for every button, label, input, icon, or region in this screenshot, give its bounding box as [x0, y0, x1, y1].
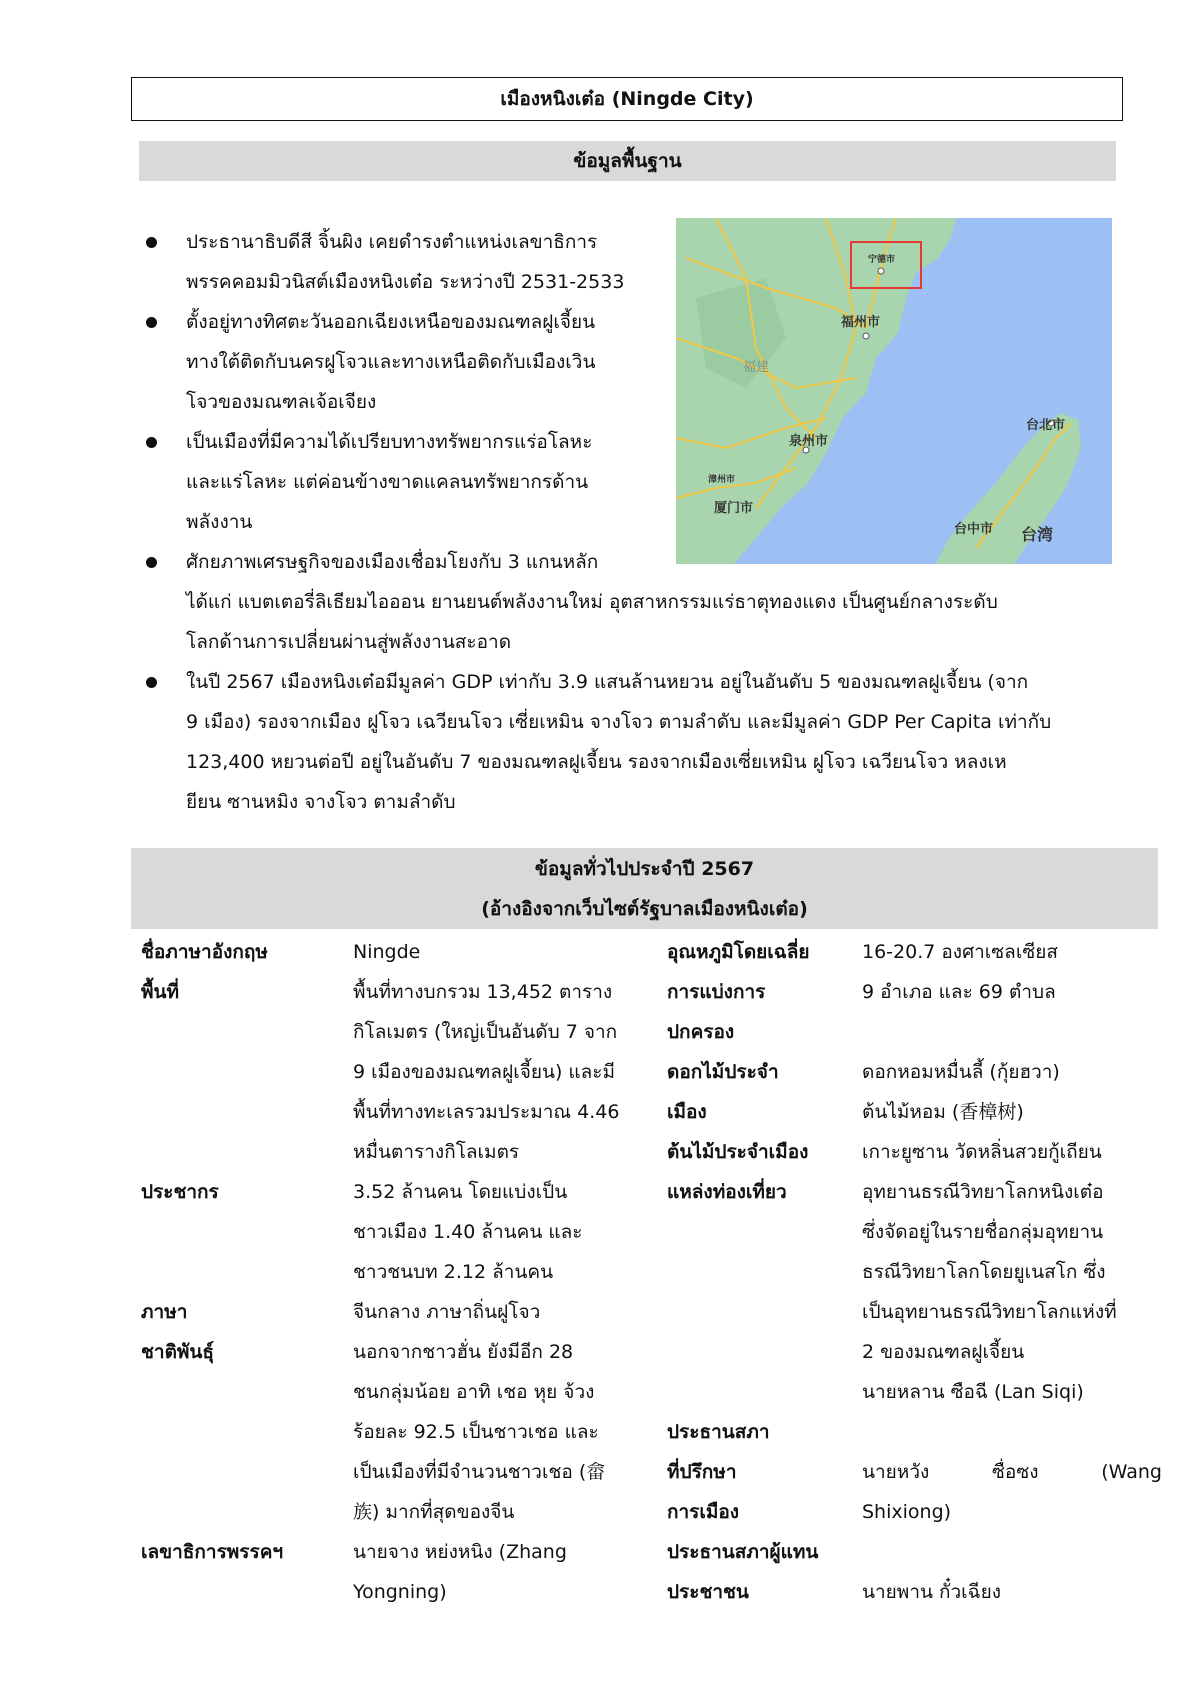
table-cell: จีนกลาง ภาษาถิ่นฝูโจว	[353, 1301, 541, 1323]
info-table-labels-left	[141, 932, 341, 1612]
table-cell: ประธานสภา	[667, 1421, 770, 1443]
table-cell: ที่ปรึกษา	[667, 1461, 737, 1483]
table-cell: ร้อยละ 92.5 เป็นชาวเชอ และ	[353, 1421, 599, 1443]
table-cell: ชาติพันธุ์	[141, 1341, 215, 1363]
table-cell: Yongning)	[353, 1581, 447, 1603]
table-cell: ปกครอง	[667, 1021, 735, 1043]
table-cell: 族) มากที่สุดของจีน	[353, 1501, 515, 1523]
bullet-line: พลังงาน	[186, 511, 253, 533]
page-title: เมืองหนิงเต๋อ (Ningde City)	[500, 88, 754, 110]
table-cell	[141, 1212, 341, 1252]
table-cell: พื้นที่ทางบกรวม 13,452 ตาราง	[353, 981, 613, 1003]
info-table-labels-right	[667, 932, 842, 1612]
table-cell: อุณหภูมิโดยเฉลี่ย	[667, 941, 810, 963]
table-cell	[141, 1452, 341, 1492]
table-cell	[862, 1012, 1162, 1052]
table-cell: แหล่งท่องเที่ยว	[667, 1181, 787, 1203]
map-label-fuzhou: 福州市	[841, 315, 881, 330]
bullet-line: 123,400 หยวนต่อปี อยู่ในอันดับ 7 ของมณฑลฝูเจี้ยน รองจากเมืองเซี่ยเหมิน ฝูโจว เฉวียนโจว หลงเห	[186, 751, 1007, 773]
bullet-line: ในปี 2567 เมืองหนิงเต๋อมีมูลค่า GDP เท่ากับ 3.9 แสนล้านหยวน อยู่ในอันดับ 5 ของมณฑลฝูเจี้ยน (จาก	[186, 671, 1029, 693]
map-label-fujian: 福建	[743, 360, 770, 375]
table-cell: ชาวชนบท 2.12 ล้านคน	[353, 1261, 554, 1283]
table-cell	[141, 1412, 341, 1452]
table-cell: นายหวัง ซื่อซง (Wang	[862, 1461, 1162, 1483]
bullet-line: พรรคคอมมิวนิสต์เมืองหนิงเต๋อ ระหว่างปี 2531-2533	[186, 271, 625, 293]
table-cell	[667, 1372, 842, 1412]
table-cell: นายพาน กั๋วเฉียง	[862, 1581, 1002, 1603]
ningde-marker	[878, 268, 884, 274]
bullet-line: โจวของมณฑลเจ้อเจียง	[186, 391, 377, 413]
table-cell: นายหลาน ซือฉี (Lan Siqi)	[862, 1381, 1084, 1403]
table-cell	[141, 1012, 341, 1052]
map-label-quanzhou: 泉州市	[789, 434, 829, 449]
table-cell: ประชากร	[141, 1181, 219, 1203]
table-cell: ดอกไม้ประจำ	[667, 1061, 779, 1083]
table-cell: ชาวเมือง 1.40 ล้านคน และ	[353, 1221, 583, 1243]
table-cell	[667, 1332, 842, 1372]
table-cell: นอกจากชาวฮั่น ยังมีอีก 28	[353, 1341, 574, 1363]
table-cell: ธรณีวิทยาโลกโดยยูเนสโก ซึ่ง	[862, 1261, 1106, 1283]
table-cell: การเมือง	[667, 1501, 740, 1523]
bullet-item	[140, 662, 1136, 822]
table-cell	[141, 1052, 341, 1092]
table-cell	[862, 1532, 1162, 1572]
table-cell: ประชาชน	[667, 1581, 749, 1603]
info-table-values-left	[353, 932, 643, 1612]
table-cell	[862, 1412, 1162, 1452]
table-cell: การแบ่งการ	[667, 981, 766, 1003]
map-label-xiamen: 厦门市	[714, 501, 754, 516]
map-label-taichung: 台中市	[954, 522, 994, 537]
table-cell: พื้นที่ทางทะเลรวมประมาณ 4.46	[353, 1101, 620, 1123]
table-cell	[141, 1572, 341, 1612]
bullet-line: ตั้งอยู่ทางทิศตะวันออกเฉียงเหนือของมณฑลฝูเจี้ยน	[186, 311, 596, 333]
bullet-line: โลกด้านการเปลี่ยนผ่านสู่พลังงานสะอาด	[186, 631, 512, 653]
bullet-line: ศักยภาพเศรษฐกิจของเมืองเชื่อมโยงกับ 3 แกนหลัก	[186, 551, 599, 573]
map-label-taipei: 台北市	[1026, 418, 1066, 433]
table-cell: ชนกลุ่มน้อย อาทิ เชอ หุย จ้วง	[353, 1381, 595, 1403]
bullet-item	[140, 222, 666, 302]
location-map	[676, 218, 1112, 564]
table-cell	[667, 1212, 842, 1252]
table-cell: Shixiong)	[862, 1501, 952, 1523]
bullet-line: ได้แก่ แบตเตอรี่ลิเธียมไอออน ยานยนต์พลังงานใหม่ อุตสาหกรรมแร่ธาตุทองแดง เป็นศูนย์กลางระดับ	[186, 591, 998, 613]
info-table-values-right	[862, 932, 1162, 1612]
table-cell: Ningde	[353, 941, 421, 963]
bullet-item	[140, 422, 666, 542]
table-cell: เลขาธิการพรรคฯ	[141, 1541, 284, 1563]
table-cell: พื้นที่	[141, 981, 180, 1003]
section-heading-general-line: (อ้างอิงจากเว็บไซต์รัฐบาลเมืองหนิงเต๋อ)	[481, 897, 808, 920]
table-cell: ประธานสภาผู้แทน	[667, 1541, 819, 1563]
map-label-taiwan: 台湾	[1021, 525, 1054, 544]
map-label-zhangzhou: 漳州市	[708, 475, 736, 485]
section-heading-basic-text: ข้อมูลพื้นฐาน	[573, 150, 682, 172]
table-cell: กิโลเมตร (ใหญ่เป็นอันดับ 7 จาก	[353, 1021, 618, 1043]
table-cell	[141, 1132, 341, 1172]
table-cell	[141, 1372, 341, 1412]
bullet-item	[140, 302, 666, 422]
bullet-line: ยียน ซานหมิง จางโจว ตามลำดับ	[186, 791, 456, 813]
table-cell: เมือง	[667, 1101, 707, 1123]
table-cell	[667, 1292, 842, 1332]
table-cell: 3.52 ล้านคน โดยแบ่งเป็น	[353, 1181, 568, 1203]
bullet-line: และแร่โลหะ แต่ค่อนข้างขาดแคลนทรัพยากรด้าน	[186, 471, 589, 493]
section-heading-general-line: ข้อมูลทั่วไปประจำปี 2567	[534, 857, 755, 880]
section-heading-general	[131, 848, 1158, 929]
table-cell: นายจาง หย่งหนิง (Zhang	[353, 1541, 567, 1563]
table-cell: ซึ่งจัดอยู่ในรายชื่อกลุ่มอุทยาน	[862, 1221, 1104, 1243]
bullet-line: ประธานาธิบดีสี จิ้นผิง เคยดำรงตำแหน่งเลขาธิการ	[186, 231, 598, 253]
page-title-box	[131, 77, 1123, 121]
table-cell	[141, 1092, 341, 1132]
table-cell: หมื่นตารางกิโลเมตร	[353, 1141, 520, 1163]
table-cell: 16-20.7 องศาเซลเซียส	[862, 941, 1058, 963]
map-label-ningde: 宁德市	[868, 255, 896, 265]
table-cell	[141, 1492, 341, 1532]
table-cell: เกาะยูซาน วัดหลิ่นสวยกู้เถียน	[862, 1141, 1102, 1163]
table-cell: 9 เมืองของมณฑลฝูเจี้ยน) และมี	[353, 1061, 616, 1083]
section-heading-basic	[139, 141, 1116, 181]
table-cell: 9 อำเภอ และ 69 ตำบล	[862, 981, 1056, 1003]
table-cell: ชื่อภาษาอังกฤษ	[141, 941, 268, 963]
bullet-line: 9 เมือง) รองจากเมือง ฝูโจว เฉวียนโจว เซี่ยเหมิน จางโจว ตามลำดับ และมีมูลค่า GDP Per Capita เท่ากับ	[186, 711, 1052, 733]
table-cell: ดอกหอมหมื่นลี้ (กุ้ยฮวา)	[862, 1061, 1060, 1083]
table-cell: เป็นเมืองที่มีจำนวนชาวเชอ (畲	[353, 1461, 606, 1483]
table-cell	[667, 1252, 842, 1292]
table-cell: ภาษา	[141, 1301, 188, 1323]
bullet-line: เป็นเมืองที่มีความได้เปรียบทางทรัพยากรแร่อโลหะ	[186, 431, 593, 453]
table-cell: เป็นอุทยานธรณีวิทยาโลกแห่งที่	[862, 1301, 1117, 1323]
bullet-line: ทางใต้ติดกับนครฝูโจวและทางเหนือติดกับเมืองเวิน	[186, 351, 596, 373]
fuzhou-marker	[863, 333, 869, 339]
table-cell	[141, 1252, 341, 1292]
table-cell: 2 ของมณฑลฝูเจี้ยน	[862, 1341, 1025, 1363]
table-cell: ต้นไม้หอม (香樟树)	[862, 1101, 1024, 1123]
table-cell: ต้นไม้ประจำเมือง	[667, 1141, 809, 1163]
table-cell: อุทยานธรณีวิทยาโลกหนิงเต๋อ	[862, 1181, 1104, 1203]
